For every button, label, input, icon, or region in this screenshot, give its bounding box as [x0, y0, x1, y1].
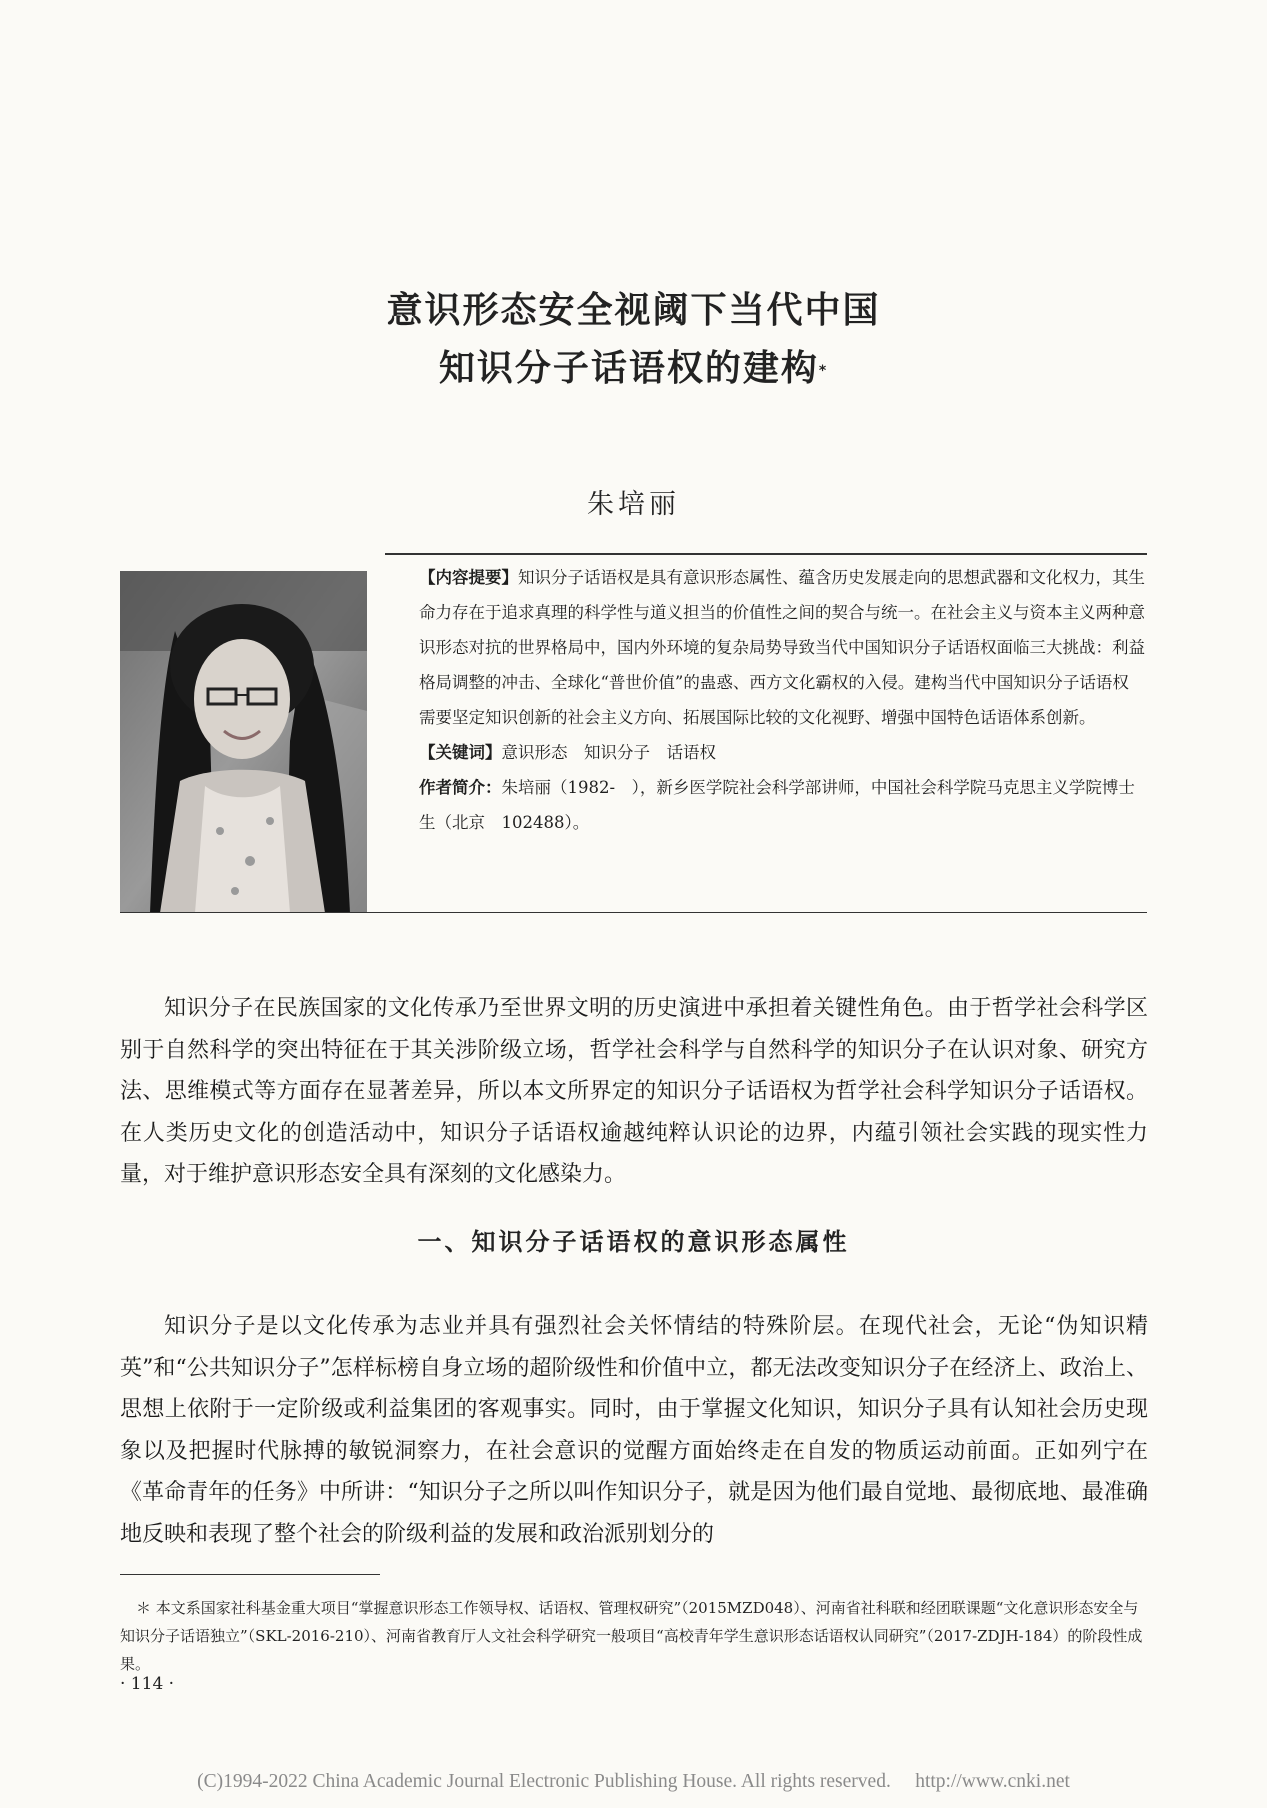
footnote-rule — [120, 1574, 380, 1575]
footnote — [120, 1594, 1150, 1678]
title-line-1: 意识形态安全视阈下当代中国 — [386, 290, 881, 331]
section-heading: 一、知识分子话语权的意识形态属性 — [417, 1228, 850, 1256]
author-photo — [120, 571, 367, 913]
section-paragraph: 知识分子是以文化传承为志业并具有强烈社会关怀情结的特殊阶层。在现代社会，无论“伪知识精英”和“公共知识分子”怎样标榜自身立场的超阶级性和价值中立，都无法改变知识分子在经济上、政治上、思想上依附于一定阶级或利益集团的客观事实。同时，由于掌握文化知识，知识分子具有认知社会历史现象以及把握时代脉搏的敏锐洞察力，在社会意识的觉醒方面始终走在自发的物质运动前面。正如列宁在《革命青年的任务》中所讲：“知识分子之所以叫作知识分子，就是因为他们最自觉地、最彻底地、最准确地反映和表现了整个社会的阶级利益的发展和政治派别划分的 — [120, 1314, 1148, 1547]
keywords-label: 【关键词】 — [419, 743, 502, 762]
section-body — [120, 1306, 1148, 1555]
title-line-2 — [0, 340, 1267, 398]
abstract-bottom-rule — [120, 912, 1147, 913]
author-name: 朱培丽 — [587, 489, 680, 520]
abstract-block — [385, 560, 1145, 840]
footnote-text: ＊ 本文系国家社科基金重大项目“掌握意识形态工作领导权、话语权、管理权研究”（2015MZD048）、河南省社科联和经团联课题“文化意识形态安全与知识分子话语独立”（SKL-2016-210）、河南省教育厅人文社会科学研究一般项目“高校青年学生意识形态话语权认同研究”（2017-ZDJH-184）的阶段性成果。 — [120, 1599, 1143, 1673]
bio-text: 朱培丽（1982- ），新乡医学院社会科学部讲师，中国社会科学院马克思主义学院博士生（北京 102488）。 — [419, 778, 1135, 832]
page-number: · 114 · — [120, 1674, 175, 1694]
summary-text: 知识分子话语权是具有意识形态属性、蕴含历史发展走向的思想武器和文化权力，其生命力存在于追求真理的科学性与道义担当的价值性之间的契合与统一。在社会主义与资本主义两种意识形态对抗的世界格局中，国内外环境的复杂局势导致当代中国知识分子话语权面临三大挑战：利益格局调整的冲击、全球化“普世价值”的蛊惑、西方文化霸权的入侵。建构当代中国知识分子话语权需要坚定知识创新的社会主义方向、拓展国际比较的文化视野、增强中国特色话语体系创新。 — [419, 568, 1145, 727]
abstract-keywords — [385, 735, 1145, 770]
title-footnote-mark: * — [818, 363, 829, 379]
abstract-summary — [385, 560, 1145, 735]
title-line-2-text: 知识分子话语权的建构 — [438, 348, 819, 389]
keywords-text: 意识形态 知识分子 话语权 — [501, 743, 716, 762]
intro-paragraph: 知识分子在民族国家的文化传承乃至世界文明的历史演进中承担着关键性角色。由于哲学社会科学区别于自然科学的突出特征在于其关涉阶级立场，哲学社会科学与自然科学的知识分子在认识对象、研究方法、思维模式等方面存在显著差异，所以本文所界定的知识分子话语权为哲学社会科学知识分子话语权。在人类历史文化的创造活动中，知识分子话语权逾越纯粹认识论的边界，内蕴引领社会实践的现实性力量，对于维护意识形态安全具有深刻的文化感染力。 — [120, 996, 1148, 1187]
summary-label: 【内容提要】 — [419, 568, 518, 587]
abstract-author-bio — [385, 770, 1145, 840]
abstract-top-rule — [385, 553, 1147, 555]
copyright-line: (C)1994-2022 China Academic Journal Electronic Publishing House. All rights reserved. http://www.cnki.net — [197, 1771, 1070, 1792]
intro-body — [120, 988, 1148, 1196]
article-title — [0, 282, 1267, 398]
bio-label: 作者简介： — [419, 778, 502, 797]
